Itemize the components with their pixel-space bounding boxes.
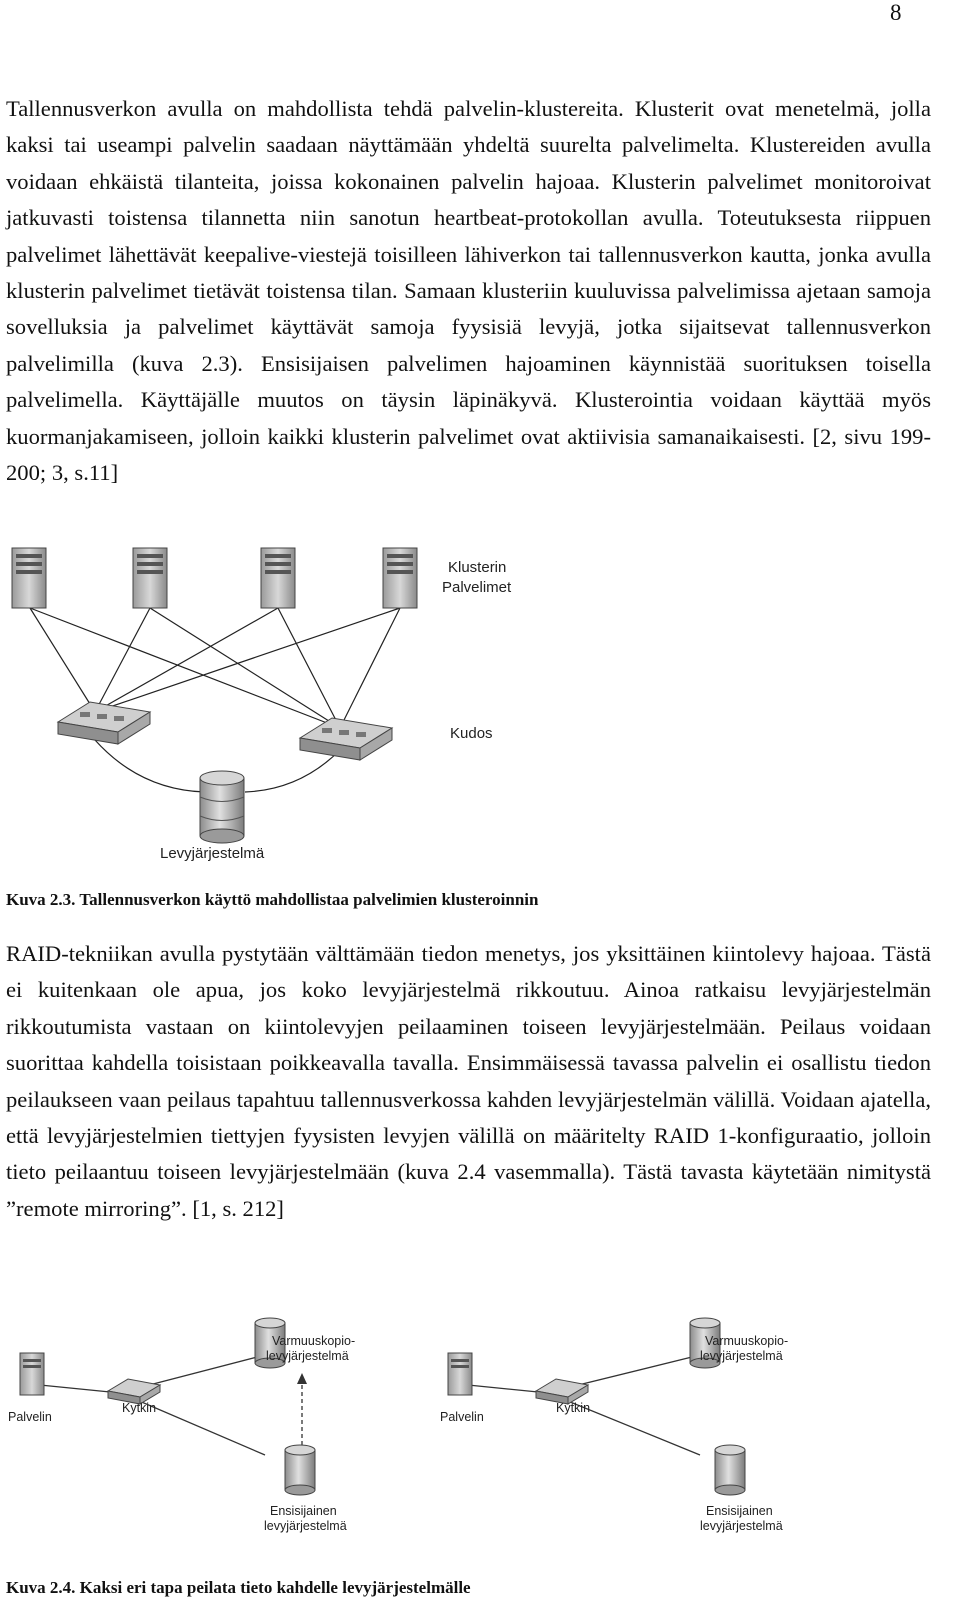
figure-mirroring-diagram xyxy=(0,1285,810,1570)
primary-disk-icon xyxy=(715,1445,745,1495)
label-backup-line1: Varmuuskopio- xyxy=(705,1334,789,1348)
cluster-links xyxy=(30,608,400,792)
label-cluster-servers-line1: Klusterin xyxy=(448,559,507,576)
label-primary-line2: levyjärjestelmä xyxy=(264,1519,347,1533)
mirroring-diagram-left xyxy=(8,1318,355,1533)
label-backup-line2: levyjärjestelmä xyxy=(266,1349,349,1363)
server-icon xyxy=(12,548,46,608)
server-icon xyxy=(383,548,417,608)
label-cluster-servers-line2: Palvelimet xyxy=(442,579,512,596)
label-primary-line1: Ensisijainen xyxy=(706,1504,773,1518)
body-paragraph-mirroring: RAID-tekniikan avulla pystytään välttämään tiedon menetys, jos yksittäinen kiintolevy hajoaa. Tästä ei kuitenkaan ole apua, jos koko levyjärjestelmä rikkoutuu. Ainoa ratkaisu levyjärjestelmän rikkoutumista vastaan on kiintolevyjen peilaaminen toiseen levyjärjestelmään. Peilaus voidaan suorittaa kahdella toisistaan poikkeavalla tavalla. Ensimmäisessä tavassa palvelin ei osallistu tiedon peilaukseen vaan peilaus tapahtuu tallennusverkossa kahden levyjärjestelmän välillä. Voidaan ajatella, että levyjärjestelmien tiettyjen fyysisten levyjen välillä on määritelty RAID 1-konfiguraatio, jolloin tieto peilaantuu toiseen levyjärjestelmään (kuva 2.4 vasemmalla). Tästä tavasta käytetään nimitystä ”remote mirroring”. [1, s. 212] xyxy=(6,941,931,1221)
figure-cluster-diagram xyxy=(0,540,560,880)
label-backup-line1: Varmuuskopio- xyxy=(272,1334,356,1348)
label-storage-system: Levyjärjestelmä xyxy=(160,845,265,862)
label-primary-line1: Ensisijainen xyxy=(270,1504,337,1518)
label-switch: Kytkin xyxy=(122,1401,157,1415)
label-server: Palvelin xyxy=(8,1410,52,1424)
figure-caption-2-3: Kuva 2.3. Tallennusverkon käyttö mahdollistaa palvelimien klusteroinnin xyxy=(6,890,539,909)
figure-caption-2-4: Kuva 2.4. Kaksi eri tapa peilata tieto kahdelle levyjärjestelmälle xyxy=(6,1578,471,1597)
arrow-icon xyxy=(297,1373,307,1445)
label-server: Palvelin xyxy=(440,1410,484,1424)
primary-disk-icon xyxy=(285,1445,315,1495)
server-icon xyxy=(20,1353,44,1395)
page-number: 8 xyxy=(890,0,902,25)
switch-icon xyxy=(300,718,392,760)
server-icon xyxy=(261,548,295,608)
disk-storage-icon xyxy=(200,771,244,843)
label-backup-line2: levyjärjestelmä xyxy=(700,1349,783,1363)
label-primary-line2: levyjärjestelmä xyxy=(700,1519,783,1533)
body-paragraph-clustering: Tallennusverkon avulla on mahdollista tehdä palvelin-klustereita. Klusterit ovat menetelmä, jolla kaksi tai useampi palvelin saadaan näyttämään yhdeltä suurelta palvelimelta. Klustereiden avulla voidaan ehkäistä tilanteita, joissa kokonainen palvelin hajoaa. Klusterin palvelimet monitoroivat jatkuvasti toistensa tilannetta niin sanotun heartbeat-protokollan avulla. Toteutuksesta riippuen palvelimet lähettävät keepalive-viestejä toisilleen lähiverkon tai tallennusverkon kautta, jonka avulla klusterin palvelimet tietävät toistensa tilan. Samaan klusteriin kuuluvissa palvelimissa ajetaan samoja sovelluksia ja palvelimet käyttävät samoja fyysisiä levyjä, jotka sijaitsevat tallennusverkon palvelimilla (kuva 2.3). Ensisijaisen palvelimen hajoaminen käynnistää suorituksen toisella palvelimella. Käyttäjälle muutos on täysin läpinäkyvä. Klusterointia voidaan käyttää myös kuormanjakamiseen, jolloin kaikki klusterin palvelimet ovat aktiivisia samanaikaisesti. [2, sivu 199-200; 3, s.11] xyxy=(6,96,931,486)
switch-icon xyxy=(58,702,150,744)
label-switch: Kytkin xyxy=(556,1401,591,1415)
server-icon xyxy=(133,548,167,608)
label-fabric: Kudos xyxy=(450,725,493,742)
server-icon xyxy=(448,1353,472,1395)
mirroring-diagram-right xyxy=(440,1318,788,1533)
